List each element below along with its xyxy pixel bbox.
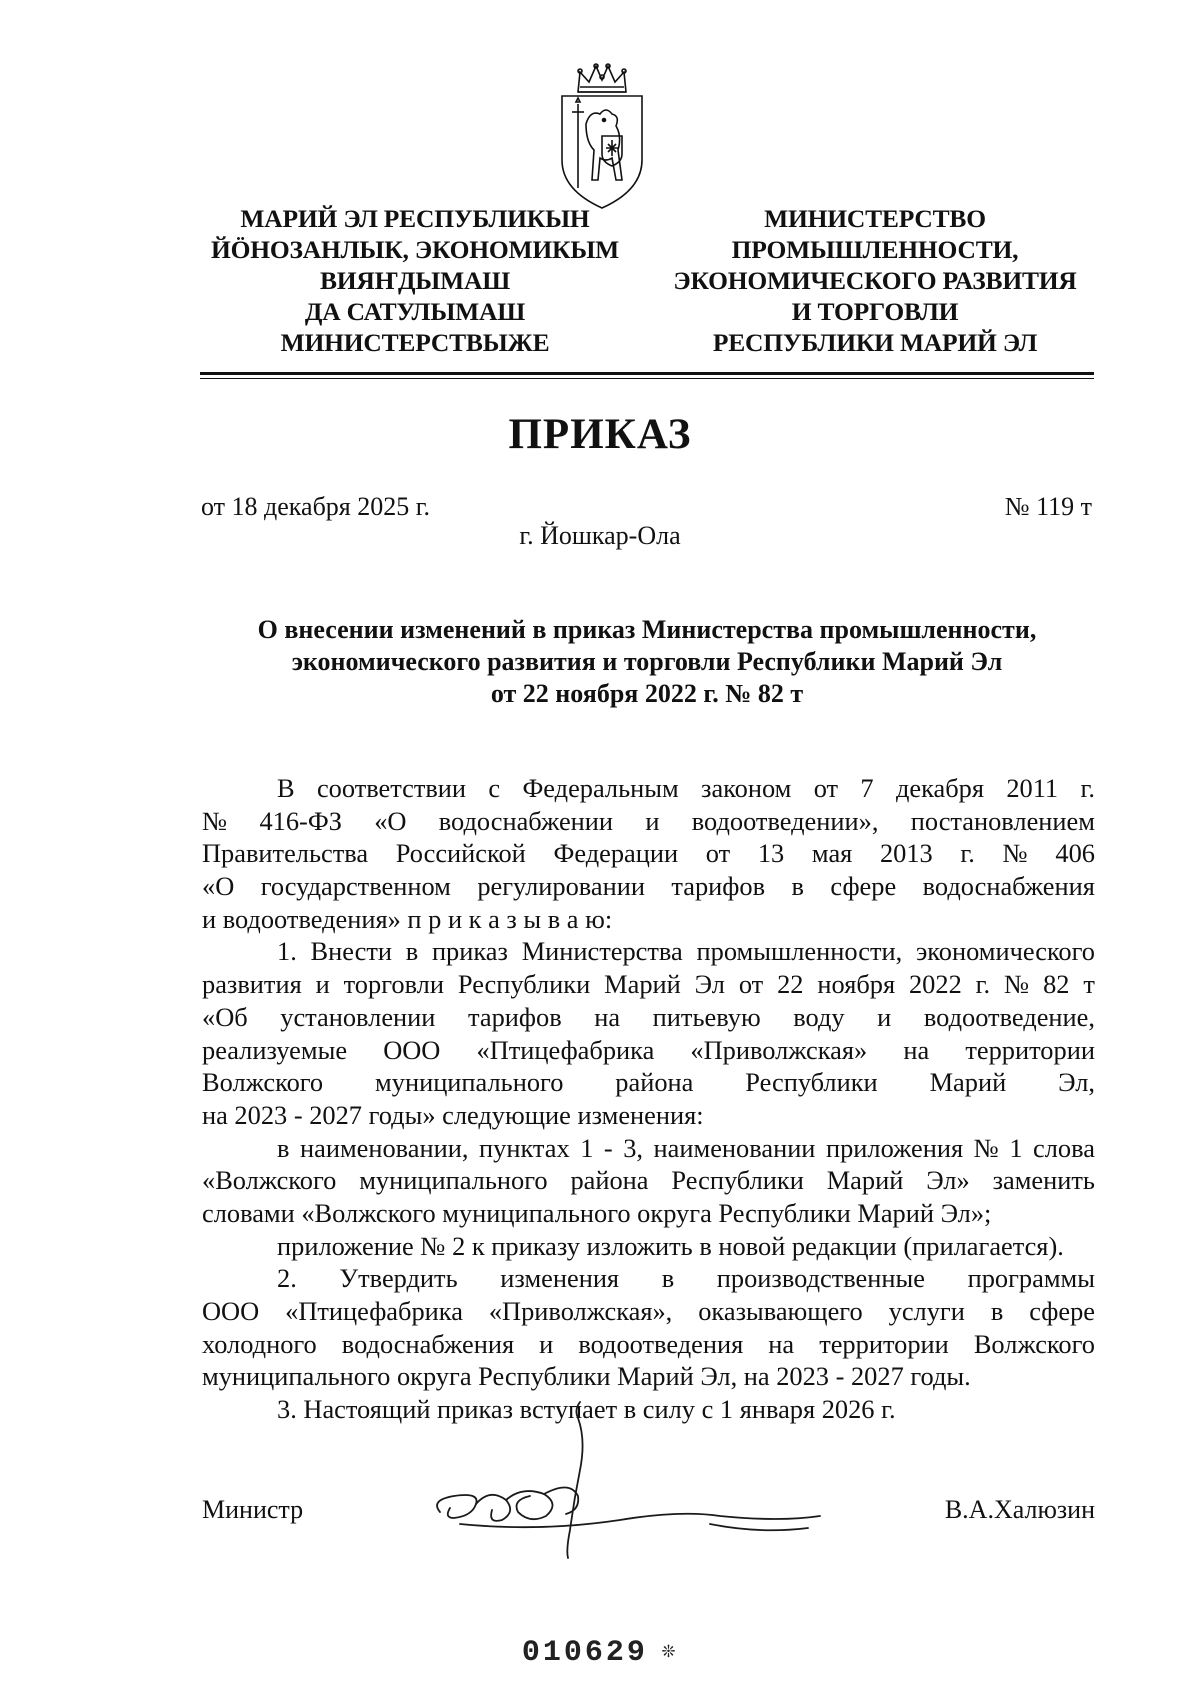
body-word: № xyxy=(202,805,228,836)
body-word: государственном xyxy=(260,871,451,902)
body-word: водоснабжения xyxy=(341,1328,515,1359)
body-word: воду xyxy=(793,1001,845,1032)
body-line xyxy=(202,1262,1095,1295)
body-word: района xyxy=(615,1067,694,1098)
body-word: 7 xyxy=(860,773,874,803)
body-line xyxy=(202,1164,1095,1197)
body-word: в xyxy=(277,1132,290,1163)
body-line xyxy=(202,1132,1095,1165)
body-word: № xyxy=(1002,838,1028,869)
body-line xyxy=(202,1001,1095,1034)
handwritten-signature xyxy=(420,1400,890,1560)
body-word: в xyxy=(990,1296,1004,1326)
body-word: «Птицефабрика xyxy=(285,1296,463,1326)
body-word: 2. xyxy=(277,1263,297,1294)
body-word: водоотведения xyxy=(578,1328,744,1359)
body-line xyxy=(202,870,1095,903)
body-word: тарифов xyxy=(468,1001,562,1032)
body-word: наименовании, xyxy=(299,1132,469,1163)
serial-number xyxy=(0,1636,1200,1670)
body-word: Республики xyxy=(745,1067,878,1098)
order-date: от 18 декабря 2025 г. xyxy=(201,492,430,521)
body-word: и xyxy=(645,805,660,836)
ministry-name-mari-line: ВИЯҤДЫМАШ xyxy=(319,266,511,295)
body-word: «О xyxy=(202,871,235,902)
body-word: 2011 xyxy=(1006,773,1059,803)
body-word: «Приволжская», xyxy=(488,1296,673,1326)
body-word: слова xyxy=(1033,1132,1095,1163)
body-word: муниципального xyxy=(375,1067,564,1098)
body-word: Правительства xyxy=(202,838,369,869)
body-word: водоотведение, xyxy=(923,1001,1095,1032)
signature-block xyxy=(202,1495,1095,1535)
body-word: Федеральным xyxy=(522,773,679,803)
body-word: ООО xyxy=(202,1296,260,1326)
ministry-name-mari-line: ДА САТУЛЫМАШ xyxy=(304,297,526,326)
body-line: и водоотведения» п р и к а з ы в а ю: xyxy=(202,903,613,934)
body-word: № xyxy=(1004,969,1030,1000)
body-line xyxy=(202,1066,1095,1099)
body-word: наименовании xyxy=(653,1132,816,1163)
body-word: 1. xyxy=(277,936,297,967)
body-word: Внести xyxy=(310,936,392,967)
signer-position: Министр xyxy=(202,1495,304,1524)
body-word: территории xyxy=(965,1034,1095,1065)
body-word: 406 xyxy=(1055,838,1095,869)
order-number: № 119 т xyxy=(1004,492,1092,521)
body-word: Эл xyxy=(694,969,725,1000)
body-word: 22 xyxy=(777,969,804,1000)
document-type-title: ПРИКАЗ xyxy=(508,411,692,458)
body-word: в xyxy=(791,871,804,902)
body-word: приказ xyxy=(431,936,508,967)
body-line xyxy=(202,935,1095,968)
body-word: на xyxy=(768,1328,795,1359)
body-line xyxy=(202,1328,1095,1361)
ministry-name-mari-line: ЙӦНОЗАНЛЫК, ЭКОНОМИКЫМ xyxy=(210,235,620,264)
body-word: законом xyxy=(701,773,792,803)
body-word: водоснабжении xyxy=(438,805,614,836)
body-line: 3. Настоящий приказ вступает в силу с 1 января 2026 г. xyxy=(277,1394,896,1425)
body-word: и xyxy=(877,1001,892,1032)
body-word: заменить xyxy=(992,1165,1095,1196)
body-line xyxy=(202,1034,1095,1067)
body-word: Эл, xyxy=(1058,1067,1095,1098)
body-word: регулировании xyxy=(477,871,645,902)
header-divider-thick xyxy=(200,372,1094,375)
body-word: Волжского xyxy=(973,1328,1095,1359)
body-word: Республики xyxy=(671,1165,804,1196)
body-word: развития xyxy=(202,969,302,1000)
body-word: г. xyxy=(1080,773,1095,803)
asterisk-icon: ❊ xyxy=(661,1639,679,1664)
body-word: питьевую xyxy=(652,1001,761,1032)
body-word: 82 xyxy=(1043,969,1070,1000)
body-word: декабря xyxy=(895,773,984,803)
body-word: 416-ФЗ xyxy=(259,805,342,836)
body-word: производственные xyxy=(716,1263,925,1294)
body-word: «Птицефабрика xyxy=(476,1034,655,1065)
body-line xyxy=(202,837,1095,870)
body-word: г. xyxy=(960,838,975,869)
body-word: т xyxy=(1083,969,1095,1000)
body-word: от xyxy=(705,838,731,869)
body-word: Республики xyxy=(457,969,591,1000)
body-word: от xyxy=(813,773,839,803)
order-subject xyxy=(200,614,1094,710)
body-word: с xyxy=(488,773,501,803)
body-word: водоотведении», xyxy=(691,805,879,836)
body-word: приложения xyxy=(825,1132,964,1163)
body-word: Марий xyxy=(826,1165,904,1196)
body-word: Утвердить xyxy=(339,1263,458,1294)
body-line xyxy=(202,968,1095,1001)
body-word: и xyxy=(539,1328,554,1359)
body-word: установлении xyxy=(280,1001,436,1032)
body-word: постановлением xyxy=(910,805,1095,836)
body-word: 3, xyxy=(623,1132,644,1163)
body-word: Федерации xyxy=(553,838,679,869)
body-word: г. xyxy=(975,969,991,1000)
body-word: в xyxy=(405,936,419,967)
body-word: на xyxy=(594,1001,621,1032)
body-word: № xyxy=(973,1132,999,1163)
body-word: водоснабжения xyxy=(922,871,1095,902)
ministry-name-russian-line: РЕСПУБЛИКИ МАРИЙ ЭЛ xyxy=(712,328,1038,357)
coat-of-arms-emblem xyxy=(556,62,648,212)
body-word: программы xyxy=(967,1263,1095,1294)
signer-name: В.А.Халюзин xyxy=(944,1495,1095,1524)
body-word: реализуемые xyxy=(202,1034,348,1065)
body-word: Марий xyxy=(929,1067,1007,1098)
body-word: тарифов xyxy=(671,871,766,902)
body-word: услуги xyxy=(888,1296,965,1326)
body-word: территории xyxy=(819,1328,949,1359)
order-city: г. Йошкар-Ола xyxy=(519,521,681,550)
body-word: «Приволжская» xyxy=(690,1034,868,1065)
body-word: мая xyxy=(811,838,853,869)
body-word: 13 xyxy=(757,838,785,869)
body-line xyxy=(202,772,1095,805)
body-word: ООО xyxy=(383,1034,441,1065)
body-line xyxy=(202,805,1095,838)
body-line: муниципального округа Республики Марий Эл, на 2023 - 2027 годы. xyxy=(202,1361,971,1392)
body-word: торговли xyxy=(343,969,444,1000)
ministry-name-mari xyxy=(200,203,630,358)
body-word: - xyxy=(603,1132,613,1163)
body-word: экономического xyxy=(915,936,1095,967)
body-word: промышленности, xyxy=(696,936,903,967)
body-line: словами «Волжского муниципального округа Республики Марий Эл»; xyxy=(202,1197,992,1228)
body-word: соответствии xyxy=(316,773,467,803)
body-word: 2022 xyxy=(908,969,962,1000)
header-divider-thin xyxy=(200,378,1094,379)
order-body xyxy=(202,772,1095,1426)
ministry-name-russian-line: МИНИСТЕРСТВО xyxy=(764,204,986,233)
body-word: «Об xyxy=(202,1001,248,1032)
body-word: Министерства xyxy=(521,936,683,967)
body-word: 2013 xyxy=(879,838,933,869)
body-line: приложение № 2 к приказу изложить в новой редакции (прилагается). xyxy=(277,1230,1064,1261)
body-word: района xyxy=(570,1165,649,1196)
body-word: сфере xyxy=(1029,1296,1095,1326)
order-subject-line: О внесении изменений в приказ Министерства промышленности, xyxy=(257,615,1037,644)
ministry-name-russian-line: ПРОМЫШЛЕННОСТИ, xyxy=(731,235,1019,264)
body-word: ноября xyxy=(817,969,896,1000)
body-word: 1 xyxy=(580,1132,594,1163)
body-word: «Волжского xyxy=(202,1165,337,1196)
body-word: «О xyxy=(374,805,407,836)
ministry-name-russian-line: ЭКОНОМИЧЕСКОГО РАЗВИТИЯ xyxy=(673,266,1077,295)
ministry-name-russian xyxy=(655,203,1095,358)
body-word: сфере xyxy=(830,871,897,902)
body-word: Эл» xyxy=(926,1165,970,1196)
body-line: на 2023 - 2027 годы» следующие изменения: xyxy=(202,1099,704,1130)
body-word: и xyxy=(315,969,330,1000)
body-word: в xyxy=(661,1263,675,1294)
body-word: изменения xyxy=(500,1263,620,1294)
order-subject-line: экономического развития и торговли Республики Марий Эл xyxy=(291,647,1003,676)
body-word: пунктах xyxy=(479,1132,570,1163)
body-word: В xyxy=(277,773,295,803)
body-word: муниципального xyxy=(359,1165,548,1196)
body-word: от xyxy=(738,969,764,1000)
body-word: оказывающего xyxy=(698,1296,863,1326)
body-word: Российской xyxy=(395,838,526,869)
serial-number-value: 010629 xyxy=(521,1636,648,1670)
ministry-name-mari-line: МИНИСТЕРСТВЫЖЕ xyxy=(280,328,550,357)
body-word: Марий xyxy=(604,969,681,1000)
body-word: 1 xyxy=(1009,1132,1023,1163)
body-word: на xyxy=(903,1034,930,1065)
order-subject-line: от 22 ноября 2022 г. № 82 т xyxy=(490,679,804,708)
ministry-name-mari-line: МАРИЙ ЭЛ РЕСПУБЛИКЫН xyxy=(240,204,590,233)
body-line xyxy=(202,1295,1095,1328)
body-word: холодного xyxy=(202,1328,317,1359)
body-word: Волжского xyxy=(202,1067,324,1098)
ministry-name-russian-line: И ТОРГОВЛИ xyxy=(791,297,959,326)
